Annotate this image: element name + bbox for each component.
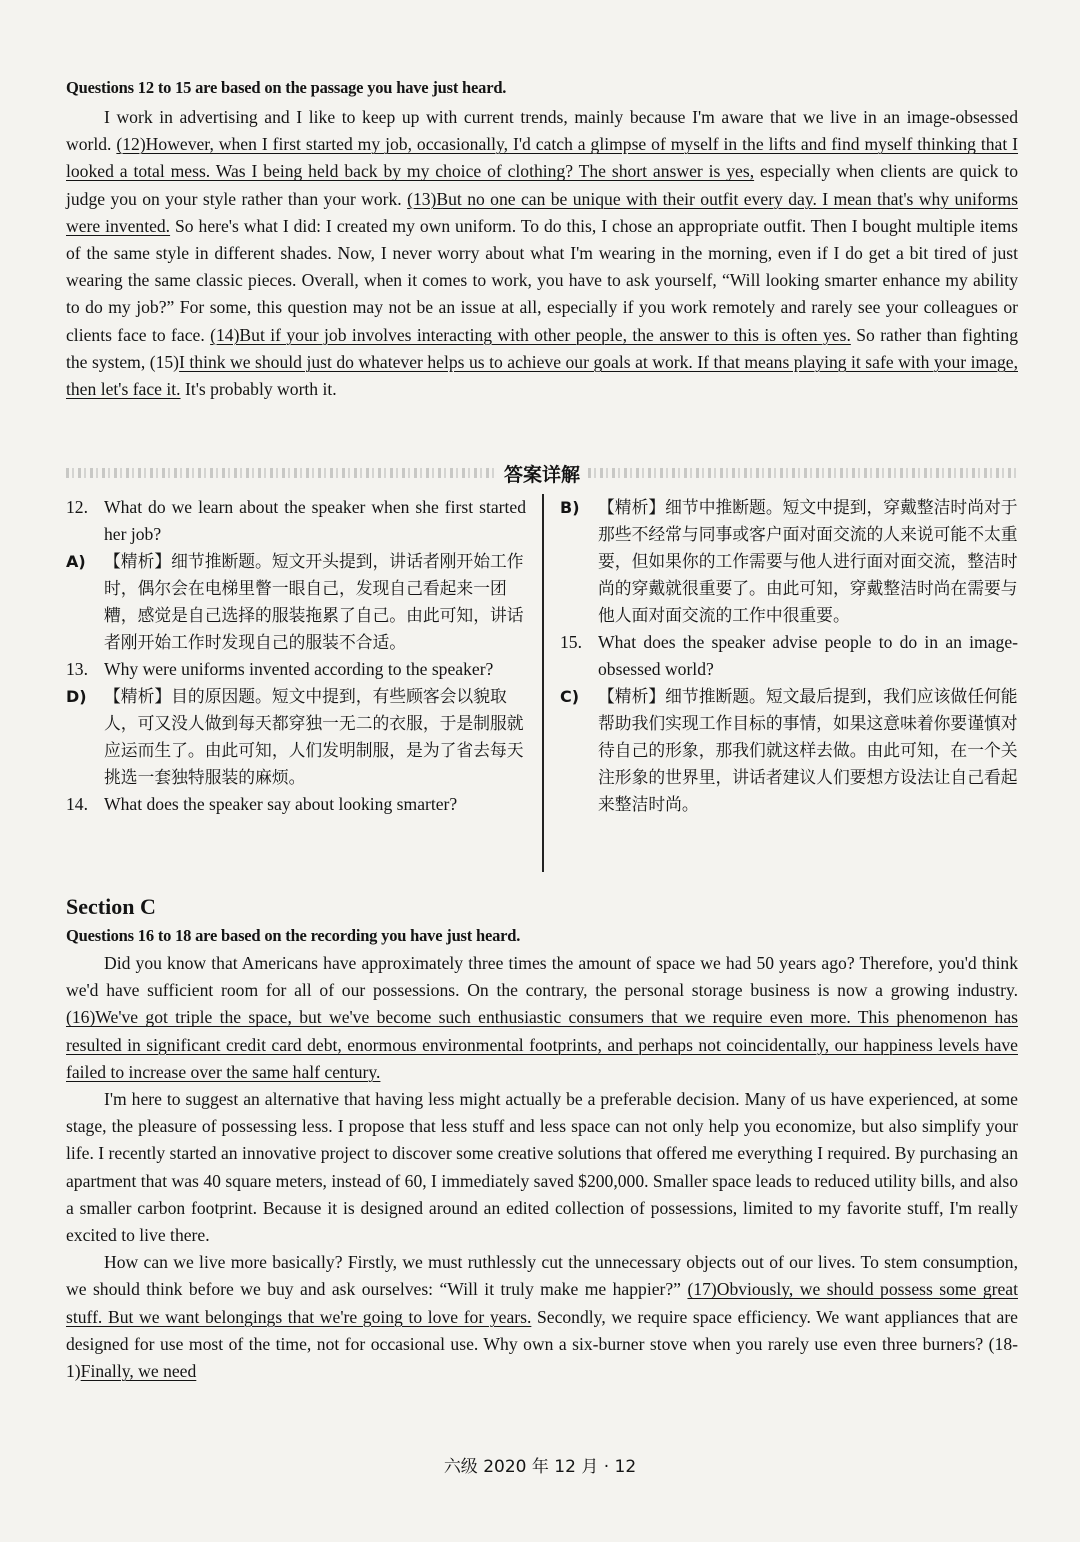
section-c-passage (66, 950, 1018, 1385)
section-c-paragraph-1: Did you know that Americans have approximately three times the amount of space we had 50 years ago? Therefore, you'd think we'd have sufficient room for all of our possessions. On the contrary, the personal storage business is now a growing industry. (16)We've got triple the space, but we've become such enthusiastic consumers that we require even more. This phenomenon has resulted in significant credit card debt, enormous environmental footprints, and perhaps not coincidentally, our happiness levels have failed to increase over the same half century. (66, 953, 1018, 1082)
q12-15-heading: Questions 12 to 15 are based on the passage you have just heard. (66, 78, 507, 97)
underline-answer-12: (12)However, when I first started my job, occasionally, I'd catch a glimpse of myself in the lifts and find myself thinking that I looked a total mess. Was I being held back by my choice of clothing? The short answer is yes, (66, 134, 1019, 182)
answers-divider (66, 458, 1018, 488)
section-c-paragraph-3: How can we live more basically? Firstly, we must ruthlessly cut the unnecessary objects out of our lives. To stem consumption, we should think before we buy and ask ourselves: “Will it truly make me happier?” (17)Obviously, we should possess some great stuff. But we want belongings that we're going to love for years. Secondly, we require space efficiency. We want appliances that are designed for use most of the time, not for occasional use. Why own a six-burner stove when you rarely use even three burners? (18-1)Finally, we need (66, 1252, 1018, 1382)
underline-answer-14: (14)But if your job involves interacting with other people, the answer to this is often yes. (210, 324, 851, 345)
underline-answer-15: I think we should just do whatever helps us to achieve our goals at work. If that means playing it safe with your image, then let's face it. (66, 351, 1018, 400)
section-c-paragraph-2: I'm here to suggest an alternative that having less might actually be a preferable decision. Many of us have experienced, at some stage, the pleasure of possessing less. I propose that less stuff and less space can not only help you economize, but also simplify your life. I recently started an innovative project to discover some creative solutions that offered me everything I required. By purchasing an apartment that was 40 square meters, instead of 60, I immediately saved $200,000. Smaller space leads to reduced utility bills, and also a smaller carbon footprint. Because it is designed around an edited collection of possessions, limited to my favorite stuff, I'm really excited to live there. (66, 1089, 1018, 1246)
q16-18-heading: Questions 16 to 18 are based on the recording you have just heard. (66, 926, 521, 945)
column-divider (542, 494, 544, 872)
question-12: 12. What do we learn about the speaker when she first started her job? (66, 497, 526, 544)
underline-answer-18: Finally, we need (80, 1361, 197, 1382)
question-15: 15. What does the speaker advise people to do in an image-obsessed world? (560, 632, 1018, 679)
divider-noise-left (66, 468, 496, 478)
section-c-title: Section C (66, 894, 156, 919)
underline-answer-13: (13)But no one can be unique with their outfit every day. I mean that's why uniforms were invented. (66, 188, 1018, 236)
answer-13: D) 【精析】目的原因题。短文中提到，有些顾客会以貌取人，可又没人做到每天都穿独一无二的衣服，于是制服就应运而生了。由此可知，人们发明制服，是为了省去每天挑选一套独特服装的麻烦。 (66, 686, 524, 787)
answers-right-column (560, 494, 1018, 818)
underline-answer-17: (17)Obviously, we should possess some great stuff. But we want belongings that we're going to love for years. (66, 1279, 1018, 1327)
question-13: 13. Why were uniforms invented according to the speaker? (66, 659, 494, 679)
question-14: 14. What does the speaker say about looking smarter? (66, 794, 458, 814)
divider-noise-right (588, 468, 1018, 478)
answer-15: C) 【精析】细节推断题。短文最后提到，我们应该做任何能帮助我们实现工作目标的事情，如果这意味着你要谨慎对待自己的形象，那我们就这样去做。由此可知，在一个关注形象的世界里，讲话者建议人们要想方设法让自己看起来整洁时尚。 (560, 686, 1018, 814)
answer-12: A) 【精析】细节推断题。短文开头提到，讲话者刚开始工作时，偶尔会在电梯里瞥一眼自己，发现自己看起来一团糟，感觉是自己选择的服装拖累了自己。由此可知，讲话者刚开始工作时发现自己的服装不合适。 (66, 551, 524, 652)
q12-15-passage: I work in advertising and I like to keep up with current trends, mainly because I'm aware that we live in an image-obsessed world. (12)However, when I first started my job, occasionally, I'd catch a glimpse of myself in the lifts and find myself thinking that I looked a total mess. Was I being held back by my choice of clothing? The short answer is yes, especially when clients are quick to judge you on your style rather than your work. (13)But no one can be unique with their outfit every day. I mean that's why uniforms were invented. So here's what I did: I created my own uniform. To do this, I chose an appropriate outfit. Then I bought multiple items of the same style in different shades. Now, I never worry about what I'm wearing in the morning, even if I do get a bit tired of just wearing the same classic pieces. Overall, when it comes to work, you have to ask yourself, “Will looking smarter enhance my ability to do my job?” For some, this question may not be an issue at all, especially if you work remotely and rarely see your colleagues or clients face to face. (14)But if your job involves interacting with other people, the answer to this is often yes. So rather than fighting the system, (15)I think we should just do whatever helps us to achieve our goals at work. If that means playing it safe with your image, then let's face it. It's probably worth it. (66, 107, 1019, 400)
answers-left-column (66, 494, 526, 818)
answer-14: B) 【精析】细节中推断题。短文中提到，穿戴整洁时尚对于那些不经常与同事或客户面对面交流的人来说可能不太重要，但如果你的工作需要与他人进行面对面交流，整洁时尚的穿戴就很重要了。由此可知，穿戴整洁时尚在需要与他人面对面交流的工作中很重要。 (560, 497, 1018, 625)
answers-label: 答案详解 (504, 463, 581, 486)
underline-answer-16: (16)We've got triple the space, but we've become such enthusiastic consumers that we require even more. This phenomenon has resulted in significant credit card debt, enormous environmental footprints, and perhaps not coincidentally, our happiness levels have failed to increase over the same half century. (66, 1007, 1018, 1082)
page-footer: 六级 2020 年 12 月 · 12 (443, 1457, 637, 1477)
